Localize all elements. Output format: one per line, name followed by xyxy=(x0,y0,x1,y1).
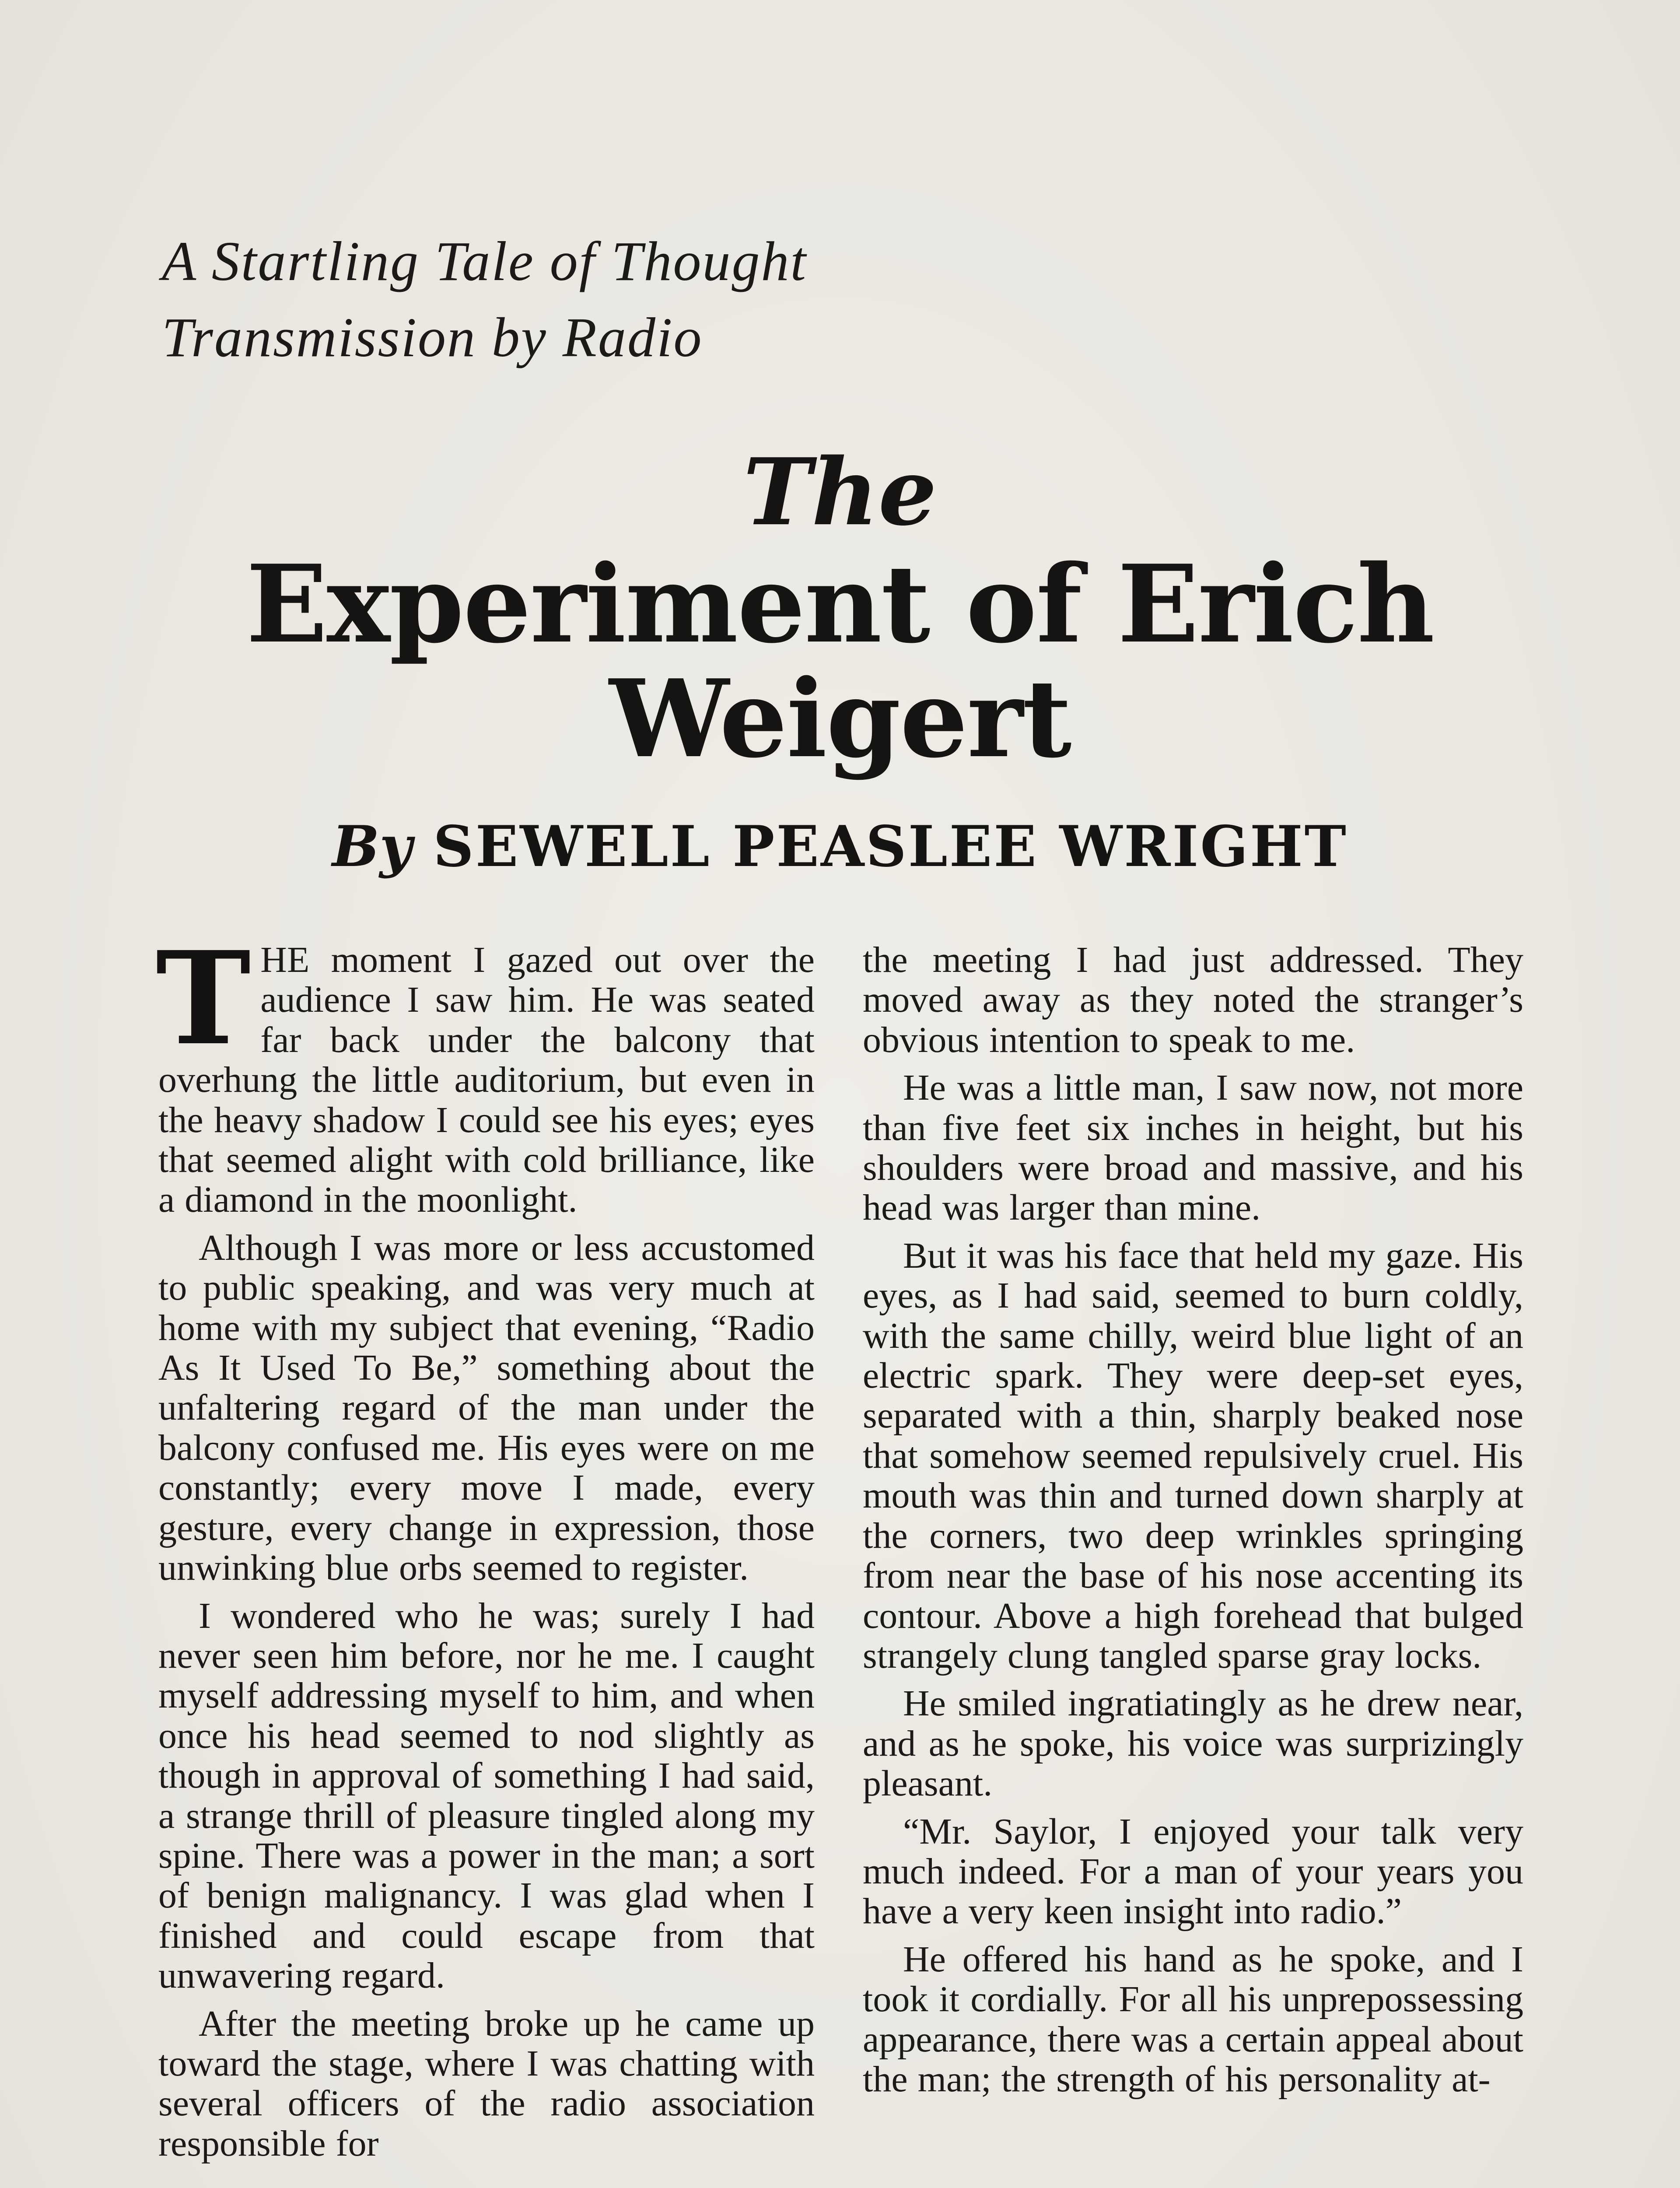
tagline-line-1: A Startling Tale of Thought xyxy=(162,230,808,292)
left-paragraph-3: I wondered who he was; surely I had never seen him before, nor he me. I caught myself addressing myself to him, and when once his head seemed to nod slightly as though in approval of something I had said, a strange thrill of pleasure tingled along my spine. There was a power in the man; a sort of benign malignancy. I was glad when I finished and could escape from that unwavering regard. xyxy=(158,1595,815,1996)
title-line-1: The xyxy=(743,438,937,546)
right-paragraph-2: He was a little man, I saw now, not more than five feet six inches in height, but his shoulders were broad and massive, and his head was larger than mine. xyxy=(863,1067,1523,1228)
left-paragraph-4: After the meeting broke up he came up toward the stage, where I was chatting with several officers of the radio association responsible for xyxy=(158,2003,815,2164)
text-column-right xyxy=(863,940,1523,2107)
right-paragraph-3: But it was his face that held my gaze. His eyes, as I had said, seemed to burn coldly, with the same chilly, weird blue light of an electric spark. They were deep-set eyes, separated with a thin, sharply beaked nose that somehow seemed repulsively cruel. His mouth was thin and turned down sharply at the corners, two deep wrinkles springing from near the base of his nose accenting its contour. Above a high forehead that bulged strangely clung tangled sparse gray locks. xyxy=(863,1235,1523,1676)
byline-prefix: By xyxy=(332,814,412,880)
title-line-2: Experiment of Erich xyxy=(246,541,1434,667)
drop-cap: T xyxy=(156,923,251,1073)
byline-author: SEWELL PEASLEE WRIGHT xyxy=(433,814,1348,880)
story-tagline xyxy=(162,223,1037,375)
left-paragraph-1-text: HE moment I gazed out over the audience I saw him. He was seated far back under the balcony that overhung the little auditorium, but even in the heavy shadow I could see his eyes; eyes that seemed alight with cold brilliance, like a diamond in the moonlight. xyxy=(158,940,815,1220)
text-column-left xyxy=(156,923,815,2171)
author-byline xyxy=(0,814,1680,880)
left-paragraph-1 xyxy=(156,923,815,1220)
tagline-line-2: Transmission by Radio xyxy=(162,306,703,368)
left-paragraph-2: Although I was more or less accustomed to public speaking, and was very much at home with my subject that evening, “Radio As It Used To Be,” something about the unfaltering regard of the man under the balcony confused me. His eyes were on me constantly; every move I made, every gesture, every change in expression, those unwinking blue orbs seemed to register. xyxy=(158,1227,815,1588)
right-paragraph-6: He offered his hand as he spoke, and I took it cordially. For all his unprepossessing appearance, there was a certain appeal about the man; the strength of his personality at- xyxy=(863,1939,1523,2100)
story-title xyxy=(0,438,1680,782)
right-paragraph-4: He smiled ingratiatingly as he drew near, and as he spoke, his voice was surprizingly pleasant. xyxy=(863,1683,1523,1804)
right-paragraph-1: the meeting I had just addressed. They moved away as they noted the stranger’s obvious intention to speak to me. xyxy=(863,940,1523,1060)
title-line-3: Weigert xyxy=(609,656,1071,782)
right-paragraph-5: “Mr. Saylor, I enjoyed your talk very much indeed. For a man of your years you have a very keen insight into radio.” xyxy=(863,1811,1523,1932)
